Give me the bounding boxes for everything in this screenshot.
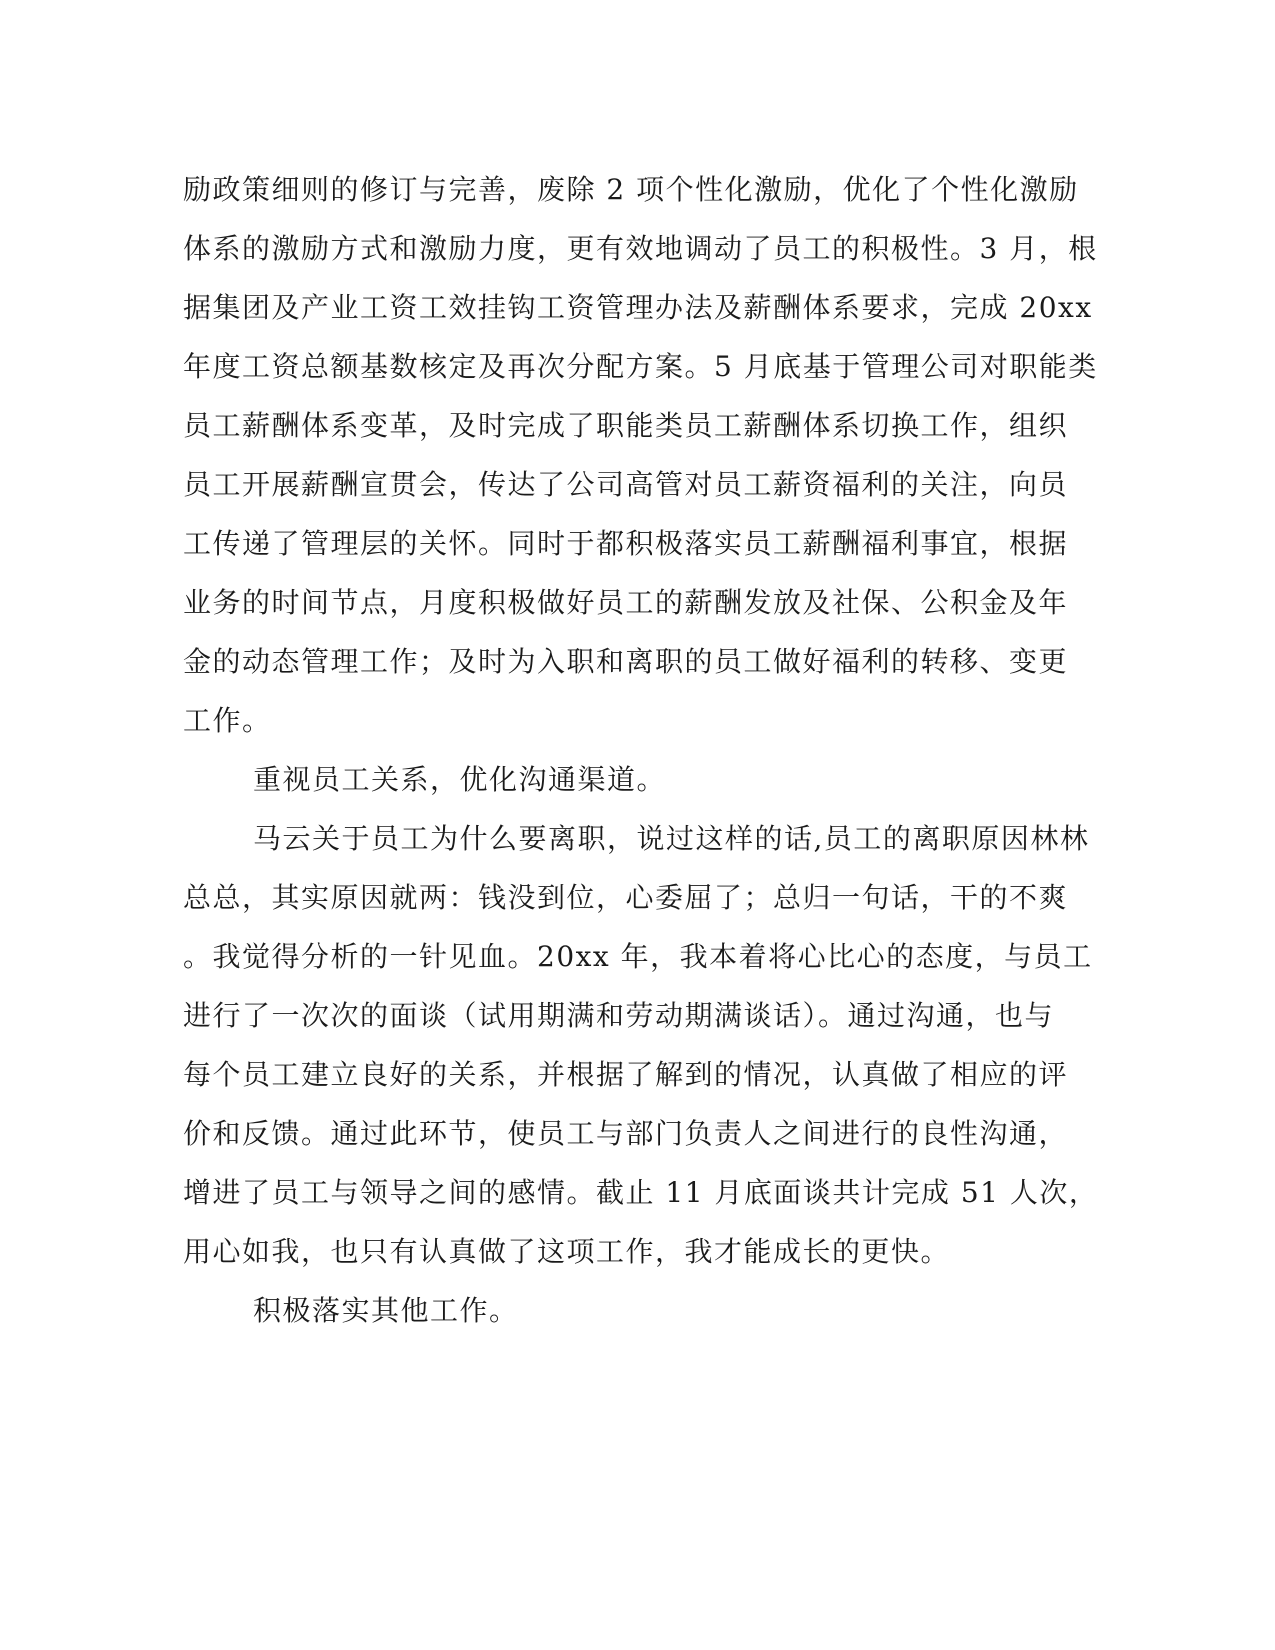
text-line: 员工薪酬体系变革，及时完成了职能类员工薪酬体系切换工作，组织 [183, 409, 1069, 442]
paragraph-employee-relations [183, 809, 1099, 1281]
text-line: 体系的激励方式和激励力度，更有效地调动了员工的积极性。3 月，根 [183, 232, 1098, 265]
text-line: 进行了一次次的面谈（试用期满和劳动期满谈话）。通过沟通，也与 [183, 999, 1055, 1032]
text-line: 每个员工建立良好的关系，并根据了解到的情况，认真做了相应的评 [183, 1058, 1069, 1091]
section-heading-other-work: 积极落实其他工作。 [253, 1294, 519, 1327]
text-line: 价和反馈。通过此环节，使员工与部门负责人之间进行的良性沟通， [183, 1117, 1069, 1150]
paragraph-salary-benefits [183, 160, 1098, 750]
text-line: 业务的时间节点，月度积极做好员工的薪酬发放及社保、公积金及年 [183, 586, 1069, 619]
text-line: 据集团及产业工资工效挂钩工资管理办法及薪酬体系要求，完成 20xx [183, 291, 1093, 324]
text-line: 马云关于员工为什么要离职，说过这样的话,员工的离职原因林林 [253, 822, 1090, 855]
text-line: 励政策细则的修订与完善，废除 2 项个性化激励，优化了个性化激励 [183, 173, 1079, 206]
text-line: 用心如我，也只有认真做了这项工作，我才能成长的更快。 [183, 1235, 951, 1268]
text-line: 年度工资总额基数核定及再次分配方案。5 月底基于管理公司对职能类 [183, 350, 1098, 383]
text-line: 。我觉得分析的一针见血。20xx 年，我本着将心比心的态度，与员工 [183, 940, 1093, 973]
text-line: 工作。 [183, 704, 272, 737]
text-line: 员工开展薪酬宣贯会，传达了公司高管对员工薪资福利的关注，向员 [183, 468, 1069, 501]
text-line: 工传递了管理层的关怀。同时于都积极落实员工薪酬福利事宜，根据 [183, 527, 1069, 560]
text-line: 总总，其实原因就两：钱没到位，心委屈了；总归一句话，干的不爽 [183, 881, 1069, 914]
text-line: 金的动态管理工作；及时为入职和离职的员工做好福利的转移、变更 [183, 645, 1069, 678]
document-body [183, 160, 1099, 1340]
text-line: 增进了员工与领导之间的感情。截止 11 月底面谈共计完成 51 人次， [183, 1176, 1099, 1209]
section-heading-employee-relations: 重视员工关系，优化沟通渠道。 [253, 763, 667, 796]
